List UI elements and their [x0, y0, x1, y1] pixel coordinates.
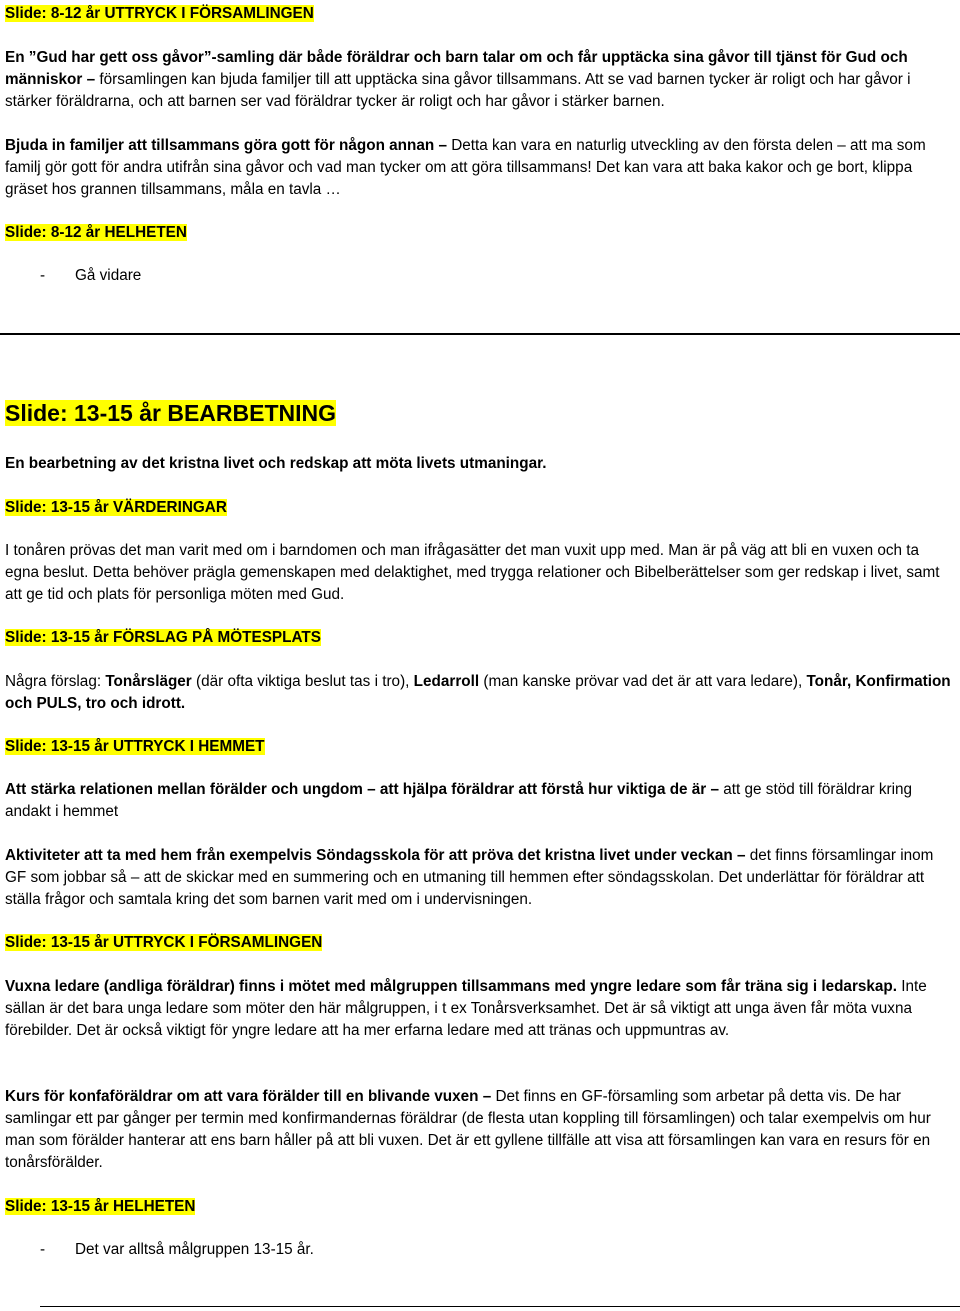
paragraph-text: Inte sällan är det bara unga ledare som möter den här målgruppen, i t ex Tonårsverksamhet. Det är så viktigt att unga även får möta vuxna förebilder. Det är också viktigt för yngre ledare att ha mer erfarna ledare med att tränas och uppmuntras av. [5, 978, 927, 1039]
bullet-item [5, 1239, 314, 1261]
slide-heading-large: Slide: 13-15 år BEARBETNING [5, 400, 337, 426]
paragraph [5, 845, 955, 911]
emphasis: Tonår, Konfirmation och PULS, tro och idrott. [5, 673, 951, 712]
paragraph [5, 47, 955, 113]
section-13-15-forslag [5, 627, 955, 649]
paragraph-lead: Att stärka relationen mellan förälder och ungdom – att hjälpa föräldrar att förstå hur viktiga de är – [5, 781, 720, 798]
intro-text: En bearbetning av det kristna livet och redskap att möta livets utmaningar. [5, 455, 547, 472]
paragraph [5, 540, 955, 606]
footer-divider [40, 1306, 960, 1307]
section-8-12-helheten [5, 222, 955, 244]
paragraph-lead: En ”Gud har gett oss gåvor”-samling där både föräldrar och barn talar om och får upptäcka sina gåvor till tjänst för Gud och människor – [5, 49, 908, 88]
paragraph-text: Detta kan vara en naturlig utveckling av den första delen – att ma som familj gör gott för andra utifrån sina gåvor och vad man tycker om att göra tillsammans! Det kan vara att baka kakor och ge bort, klippa gräset hos grannen tillsammans, måla en tavla … [5, 137, 926, 198]
section-divider [0, 333, 960, 335]
slide-heading: Slide: 13-15 år VÄRDERINGAR [5, 499, 227, 516]
paragraph [5, 135, 955, 201]
slide-heading: Slide: 13-15 år HELHETEN [5, 1198, 196, 1215]
paragraph-text: (man kanske prövar vad det är att vara ledare), [479, 673, 807, 690]
bullet-text: Det var alltså målgruppen 13-15 år. [75, 1241, 314, 1258]
section-13-15-varderingar [5, 497, 955, 519]
section-8-12-forsamling [5, 3, 955, 25]
emphasis: Ledarroll [413, 673, 480, 690]
bullet-text: Gå vidare [75, 267, 142, 284]
paragraph-text: det finns församlingar inom GF som jobbar så – att de skickar med en summering och en utmaning till hemmen efter söndagsskolan. Det underlättar för föräldrar att ställa frågor och samtala kring det som barnen varit med om i undervisningen. [5, 847, 934, 908]
emphasis: Tonårsläger [105, 673, 192, 690]
paragraph-text: Det finns en GF-församling som arbetar på detta vis. De har samlingar ett par gånger per termin med konfirmandernas föräldrar (de flesta utan koppling till församlingen) och talar exempelvis om hur man som förälder hanterar att ens barn håller på att bli vuxen. Det är ett gyllene tillfälle att visa att församlingen kan vara en resurs för en tonårsförälder. [5, 1088, 931, 1171]
paragraph [5, 671, 955, 715]
paragraph-text: (där ofta viktiga beslut tas i tro), [191, 673, 414, 690]
slide-heading: Slide: 8-12 år UTTRYCK I FÖRSAMLINGEN [5, 5, 314, 22]
slide-heading: Slide: 13-15 år UTTRYCK I HEMMET [5, 738, 265, 755]
paragraph-text: I tonåren prövas det man varit med om i barndomen och man ifrågasätter det man vuxit upp med. Man är på väg att bli en vuxen och ta egna beslut. Detta behöver prägla gemenskapen med delaktighet, med trygga relationer och Bibelberättelser som ger redskap i livet, samt att ge tid och plats för personliga möten med Gud. [5, 542, 940, 603]
slide-heading: Slide: 8-12 år HELHETEN [5, 224, 187, 241]
section-13-15-bearbetning [5, 399, 955, 427]
bullet-item [5, 265, 141, 287]
paragraph [5, 1086, 955, 1174]
slide-heading: Slide: 13-15 år UTTRYCK I FÖRSAMLINGEN [5, 934, 323, 951]
slide-heading: Slide: 13-15 år FÖRSLAG PÅ MÖTESPLATS [5, 629, 321, 646]
bullet-dash: - [40, 1241, 46, 1258]
paragraph-text: församlingen kan bjuda familjer till att upptäcka sina gåvor tillsammans. Att se vad barnen tycker är roligt och har gåvor i stärker föräldrarna, och att barnen ser vad föräldrar tycker är roligt och har gåvor i stärker barnen. [5, 71, 911, 110]
paragraph-lead: Vuxna ledare (andliga föräldrar) finns i mötet med målgruppen tillsammans med yngre ledare som får träna sig i ledarskap. [5, 978, 898, 995]
paragraph [5, 976, 955, 1042]
paragraph-lead: Bjuda in familjer att tillsammans göra gott för någon annan – [5, 137, 447, 154]
bullet-dash: - [40, 267, 46, 284]
paragraph-text: Några förslag: [5, 673, 106, 690]
paragraph-lead: Aktiviteter att ta med hem från exempelvis Söndagsskola för att pröva det kristna livet under veckan – [5, 847, 746, 864]
section-13-15-hemmet [5, 736, 955, 758]
paragraph [5, 453, 955, 475]
paragraph [5, 779, 955, 823]
paragraph-text: att ge stöd till föräldrar kring andakt i hemmet [5, 781, 913, 820]
section-13-15-helheten [5, 1196, 955, 1218]
paragraph-lead: Kurs för konfaföräldrar om att vara förälder till en blivande vuxen – [5, 1088, 492, 1105]
section-13-15-forsamling [5, 932, 955, 954]
